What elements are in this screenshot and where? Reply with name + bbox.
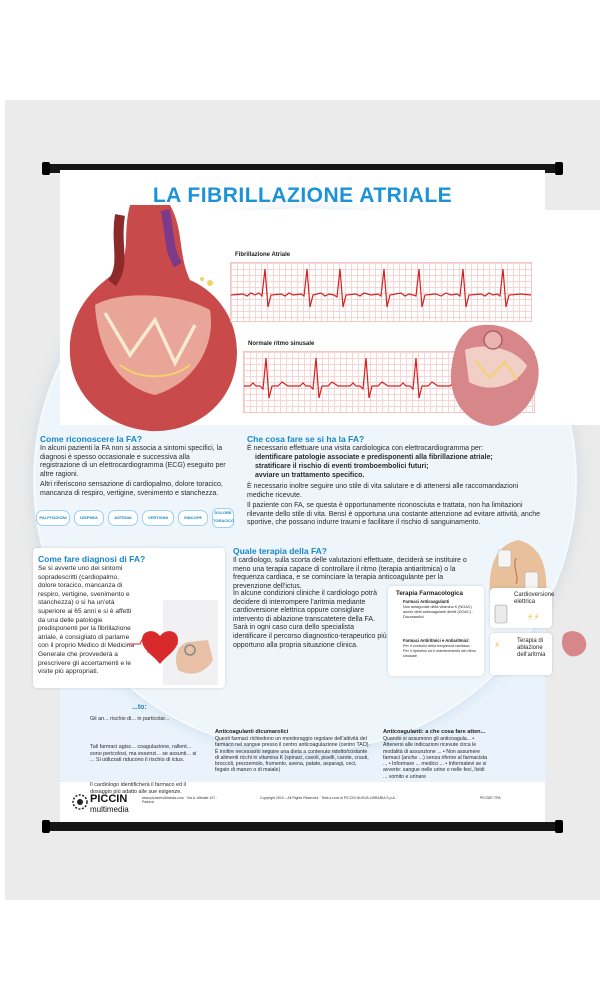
footer-fine-print: PICGBT-TPA (480, 796, 501, 800)
pharmacology-text: Per il controllo della frequenza cardiaca · Per il ripristino ed il mantenimento del ritmo sinusale (403, 644, 476, 658)
magnifier-lens (35, 210, 575, 795)
pharmacology-title: Terapia Farmacologica (396, 590, 463, 597)
footer-brand-sub: multimedia (90, 805, 129, 814)
ecg-trace-af (231, 263, 531, 321)
todo-bullet: stratificare il rischio di eventi tromboembolici futuri; (255, 463, 429, 470)
pharmacology-text: Non antagonisti della vitamina K (NOAC) anche detti anticoagulanti diretti (DOAC) · Dicumarolici (403, 605, 474, 619)
todo-bullet: avviare un trattamento specifico. (255, 472, 365, 479)
section-heading-diagnosis: Come fare diagnosi di FA? (38, 554, 146, 564)
ecg-strip-af (230, 262, 532, 322)
bottom-right-text: Quando si assumono gli anticoagula... • Attenersi alle indicazioni ricevute circa le modalità di assunzione ... • Non assumere farmaci (anche ...) senza riferire al farmacista ... • Informare ... medico ... • Informatevi se si avverte: sangue nelle urine o nelle feci, lividi ... vomito e urinare (383, 736, 488, 780)
bottom-left-text: Il cardiologo identificherà il farmaco ed il dosaggio più adatto alle sue esigenze. (90, 782, 186, 795)
footer-fine-print: www.piccinmultimedia.com · Via A. Altinate 107 · Padova (142, 796, 218, 804)
lightning-icon: ⚡ (494, 640, 501, 650)
therapy-text: Il cardiologo, sulla scorta delle valutazioni effettuate, deciderà se instituire o meno una terapia capace di controllare il ritmo (terapia antiaritmica) o la frequenza cardiaca, e se cominciare la terapia anticoagulante per la prevenzione dell'ictus. (233, 557, 467, 590)
section-heading-todo: Che cosa fare se si ha la FA? (247, 434, 365, 444)
diagnosis-text: Se si avverte uno dei sintomi sopradescritti (cardiopalmo, dolore toracico, mancanza di respiro, vertigine, svenimento e stanchezza) o si ha un'età superiore ai 65 anni e si è affetti da una delle patologie predisponenti per la fibrillazione atriale, è consigliato di parlarne con il proprio Medico di Medicina Generale che provvederà a prescrivere gli accertamenti e le visite più appropriati. (38, 565, 135, 676)
lightning-icon: ⚡⚡ (527, 612, 540, 622)
todo-text: È necessario inoltre seguire uno stile di vita salutare e di attenersi alle raccomandazioni mediche ricevute. (247, 483, 519, 499)
symptom-pill: VERTIGINI (142, 510, 174, 526)
bottom-mid-text: Questi farmaci richiedono un monitoraggio regolare dell'attività del farmaco nel sangue presso il centro anticoagulazione (centro TAO). È inoltre necessario seguire una dieta a contenuto ridotto/costante di alimenti ricchi in vitamina K (spinaci, cavoli, piselli, carote, crauti, broccoli, prezzemolo, frumento, avena, patate, asparagi, ceci, fegato di manzo o di maiale) (215, 736, 370, 774)
recognize-text: Altri riferiscono sensazione di cardiopalmo, dolore toracico, mancanza di respiro, vertigine, svenimento e stanchezza. (40, 481, 223, 497)
section-heading-therapy: Quale terapia della FA? (233, 546, 328, 556)
ecg-label-af: Fibrillazione Atriale (235, 252, 291, 258)
heart-illustration-cross-section (445, 320, 545, 430)
therapy-text: In alcune condizioni cliniche il cardiologo potrà decidere di interrompere l'aritmia mediante cardioversione elettrica oppure consigliare intervento di ablazione transcatetere della FA. Sarà in ogni caso cura dello specialista identificare il percorso diagnostico-terapeutico più opportuno alla propria situazione clinica. (233, 590, 387, 649)
ecg-label-sinus: Normale ritmo sinusale (248, 341, 315, 347)
symptom-pill: PALPITAZIONI (36, 510, 70, 526)
symptom-pill: ASTENIA (108, 510, 138, 526)
ablation-heart-icon (558, 628, 590, 658)
section-heading-recognize: Come riconoscere la FA? (40, 434, 143, 444)
ablation-label: Terapia di ablazione dell'aritmia (517, 638, 546, 658)
symptom-pill: DOLORE TORACICO (212, 508, 234, 528)
bottom-left-heading: ...to: (132, 704, 147, 711)
bottom-left-text: Gli an... rischio di... in particolar... (90, 716, 170, 722)
pharmacology-subtitle: Farmaci Antiritmici e Antiaritmici: (403, 638, 470, 643)
pharmacology-subtitle: Farmaci Anticoagulanti (403, 599, 450, 604)
todo-text: Il paziente con FA, se questa è opportunamente riconosciuta e trattata, non ha limitazioni rilevante dello stile di vita. Bensì è opportuna una costante attenzione ad evitare attività, anche sportive, che possano indurre traumi e facilitare il rischio di sanguinamento. (247, 502, 541, 527)
cardioversion-label: Cardioversione elettrica (514, 592, 555, 605)
symptom-pill: DISPNEA (74, 510, 104, 526)
doctor-hand-heart-illustration (118, 600, 218, 685)
poster-title: LA FIBRILLAZIONE ATRIALE (152, 184, 453, 207)
bottom-right-heading: Anticoagulanti: a che cosa fare atten... (383, 729, 486, 735)
bottom-left-text: Tali farmaci agisc... coagulazione, rallent... sono pericolosi, ma essenzi... se assunti... si ... Si utilizzati riducono il rischio di ictus. (90, 744, 197, 764)
bottom-mid-heading: Anticoagulanti dicumarolici (215, 729, 289, 735)
heart-illustration-large (60, 205, 245, 435)
footer-brand: PICCIN (90, 793, 128, 805)
symptom-pill: SINCOPE (178, 510, 208, 526)
recognize-text: In alcuni pazienti la FA non si associa a sintomi specifici, la diagnosi è spesso occasionale e successiva alla registrazione di un elettrocardiogramma (ECG) eseguito per altre ragioni. (40, 445, 226, 478)
todo-bullet: identificare patologie associate e predisponenti alla fibrillazione atriale; (255, 454, 493, 461)
todo-intro: È necessario effettuare una visita cardiologica con elettrocardiogramma per: (247, 445, 484, 452)
footer-fine-print: Copyright 2019 – All Rights Reserved · Testi a cura di PICCIN NUOVA LIBRARIA S.p.A. (260, 796, 396, 800)
defibrillator-device-icon (494, 604, 508, 624)
